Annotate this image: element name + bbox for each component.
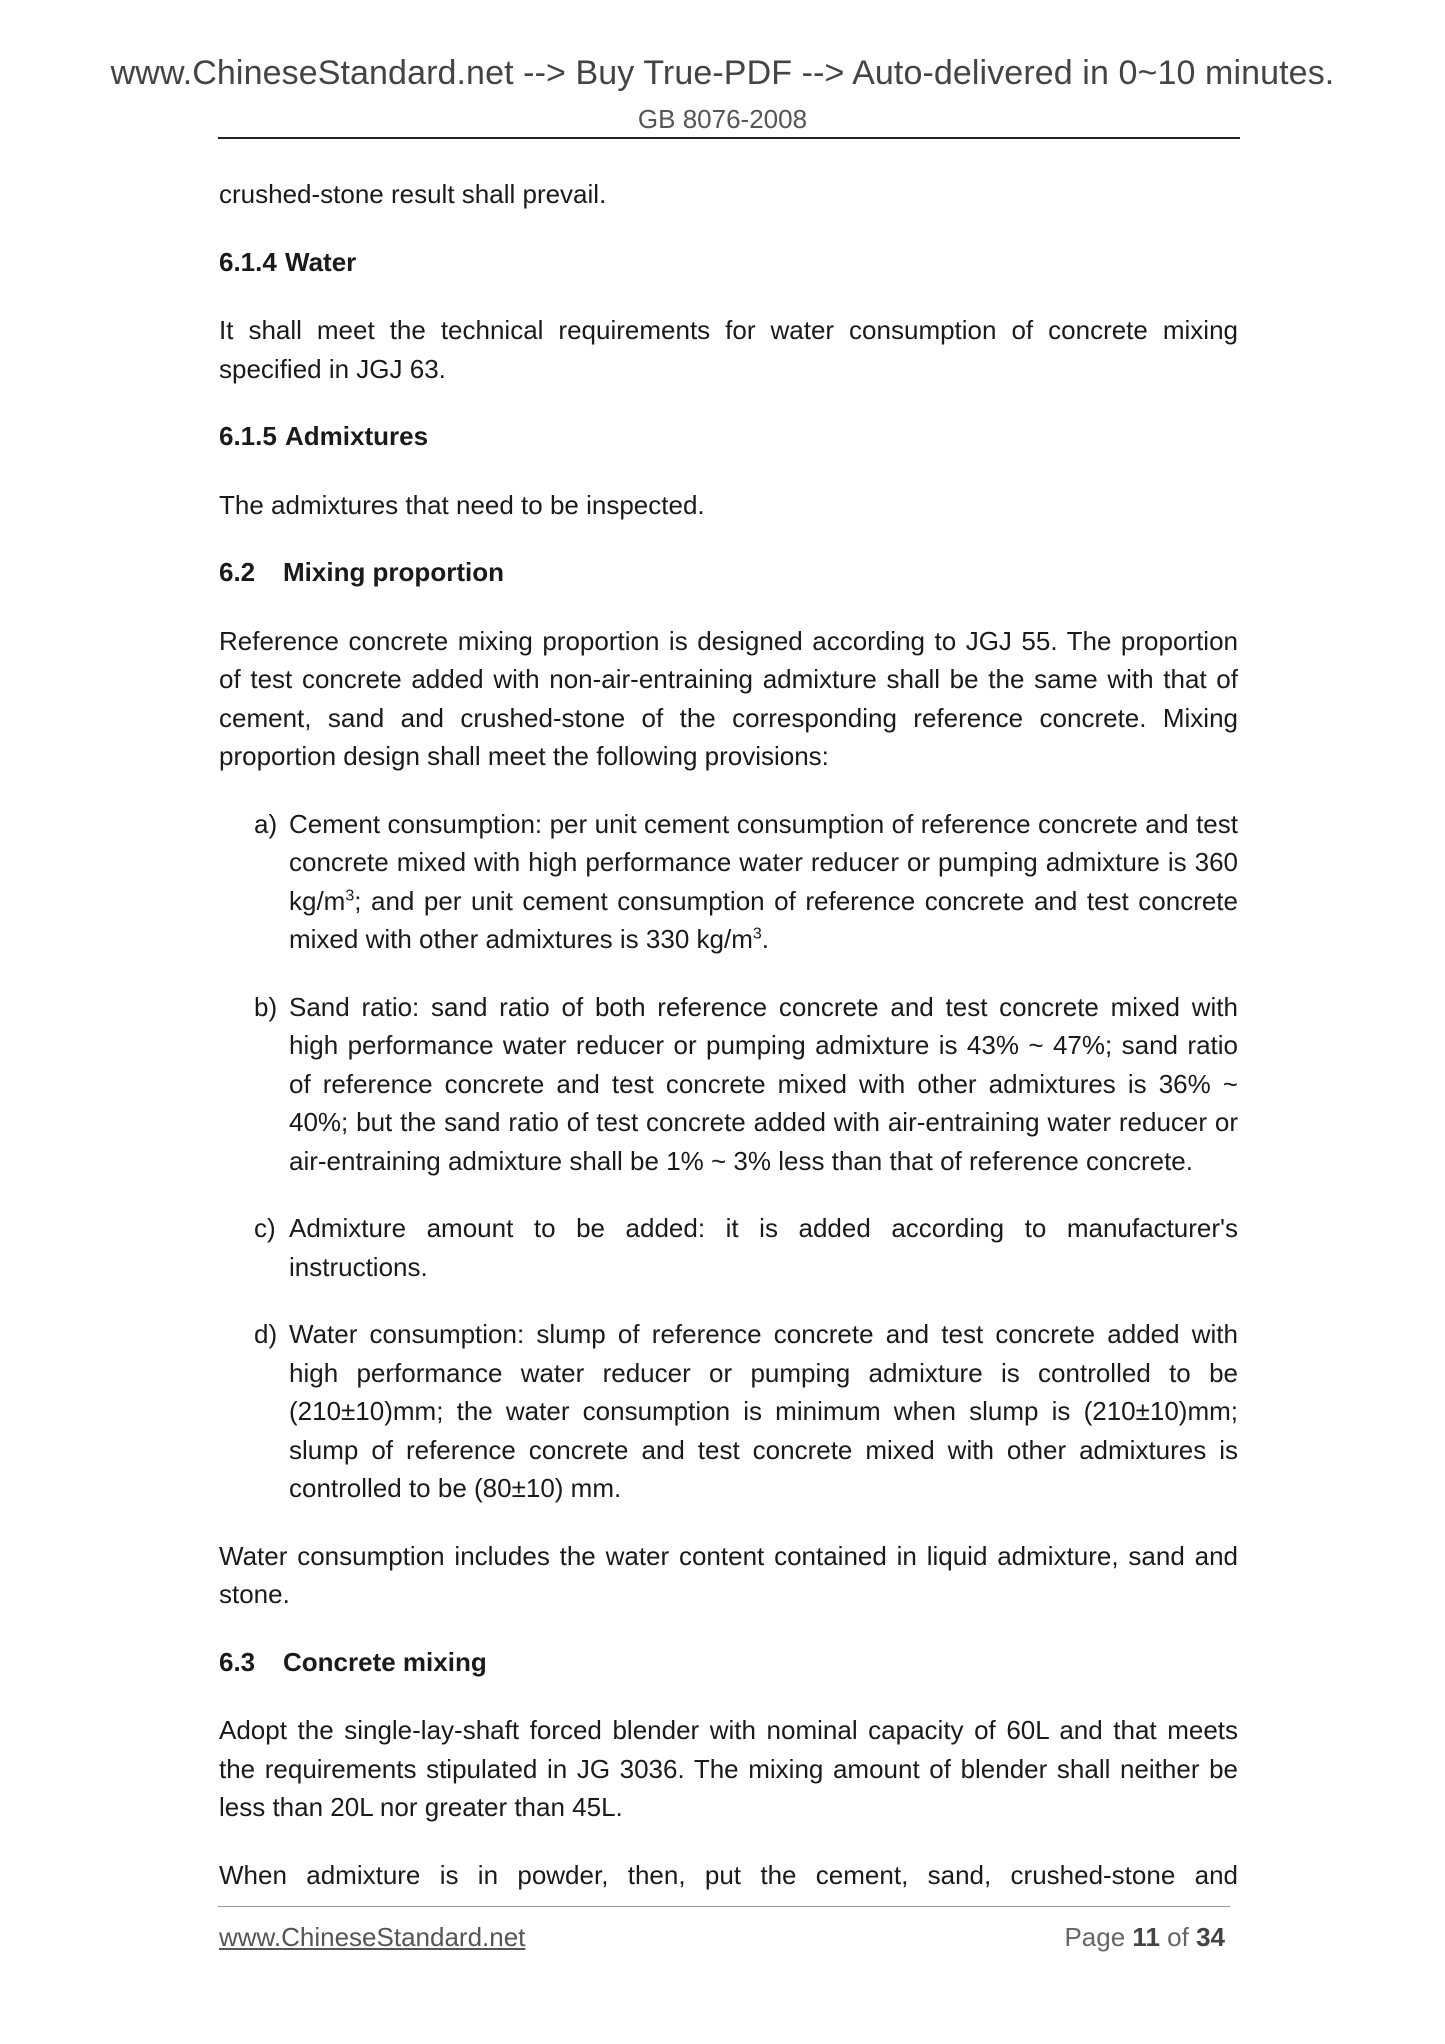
header-divider [218,137,1240,139]
paragraph-blender: Adopt the single-lay-shaft forced blender with nominal capacity of 60L and that meets the requirements stipulated in JG 3036. The mixing amount of blender shall neither be less than 20L nor greater than 45L. [219,1715,1238,1822]
section-title: Mixing proportion [283,557,504,587]
item-text: ; and per unit cement consumption of reference concrete and test concrete mixed with other admixtures is 330 kg/m [289,885,1238,954]
page-of-label: of [1167,1922,1189,1952]
section-heading-6-1-4 [219,243,1238,282]
section-number: 6.1.5 [219,421,277,451]
list-marker: d) [254,1319,278,1349]
provisions-list [219,805,1238,1508]
section-number: 6.2 [219,557,256,587]
paragraph-admixtures: The admixtures that need to be inspected. [219,489,705,520]
superscript: 3 [345,886,355,904]
item-text: Admixture amount to be added: it is added according to manufacturer's instructions. [289,1213,1238,1282]
item-text: Water consumption: slump of reference concrete and test concrete added with high performance water reducer or pumping admixture is controlled to be (210±10)mm; the water consumption is minimum when slump is (210±10)mm; slump of reference concrete and test concrete mixed with other admixtures is controlled to be (80±10) mm. [289,1319,1238,1503]
list-item-c [219,1209,1238,1286]
list-item-b [219,988,1238,1181]
section-title: Concrete mixing [283,1646,487,1677]
item-text: Cement consumption: per unit cement consumption of reference concrete and test concrete mixed with high performance water reducer or pumping admixture is 360 kg/m [289,808,1238,916]
item-text: . [761,924,769,954]
footer-website-link[interactable]: www.ChineseStandard.net [219,1922,526,1952]
current-page: 11 [1132,1922,1160,1952]
paragraph-powder: When admixture is in powder, then, put the cement, sand, crushed-stone and [219,1859,1238,1890]
paragraph-mixing-proportion: Reference concrete mixing proportion is designed according to JGJ 55. The proportion of test concrete added with non-air-entraining admixture shall be the same with that of cement, sand and crushed-stone of the corresponding reference concrete. Mixing proportion design shall meet the following provisions: [219,625,1238,771]
paragraph-continued: crushed-stone result shall prevail. [219,179,607,209]
footer-divider [218,1906,1230,1907]
section-title: Admixtures [285,421,429,451]
section-number: 6.1.4 [219,246,277,277]
page-content [219,175,1238,1923]
list-item-a [219,805,1238,959]
total-pages: 34 [1196,1922,1225,1952]
paragraph-water: It shall meet the technical requirements for water consumption of concrete mixing specified in JGJ 63. [219,315,1238,384]
paragraph-water-consumption: Water consumption includes the water content contained in liquid admixture, sand and stone. [219,1540,1238,1609]
page-label: Page [1064,1922,1126,1952]
superscript: 3 [752,925,762,943]
header-title[interactable]: www.ChineseStandard.net --> Buy True-PDF --> Auto-delivered in 0~10 minutes. [110,54,1335,92]
list-marker: b) [254,991,278,1022]
list-marker: a) [254,808,278,839]
list-marker: c) [254,1213,276,1243]
section-heading-6-3 [219,1643,1238,1682]
item-text: Sand ratio: sand ratio of both reference concrete and test concrete mixed with high performance water reducer or pumping admixture is 43% ~ 47%; sand ratio of reference concrete and test concrete mixed with other admixtures is 36% ~ 40%; but the sand ratio of test concrete added with air-entraining water reducer or air-entraining admixture shall be 1% ~ 3% less than that of reference concrete. [289,991,1238,1176]
standard-code: GB 8076-2008 [637,104,808,134]
section-heading-6-2 [219,553,1238,592]
section-heading-6-1-5 [219,417,1238,456]
page-number [1064,1922,1225,1953]
section-number: 6.3 [219,1646,256,1677]
list-item-d [219,1315,1238,1508]
section-title: Water [285,246,357,277]
